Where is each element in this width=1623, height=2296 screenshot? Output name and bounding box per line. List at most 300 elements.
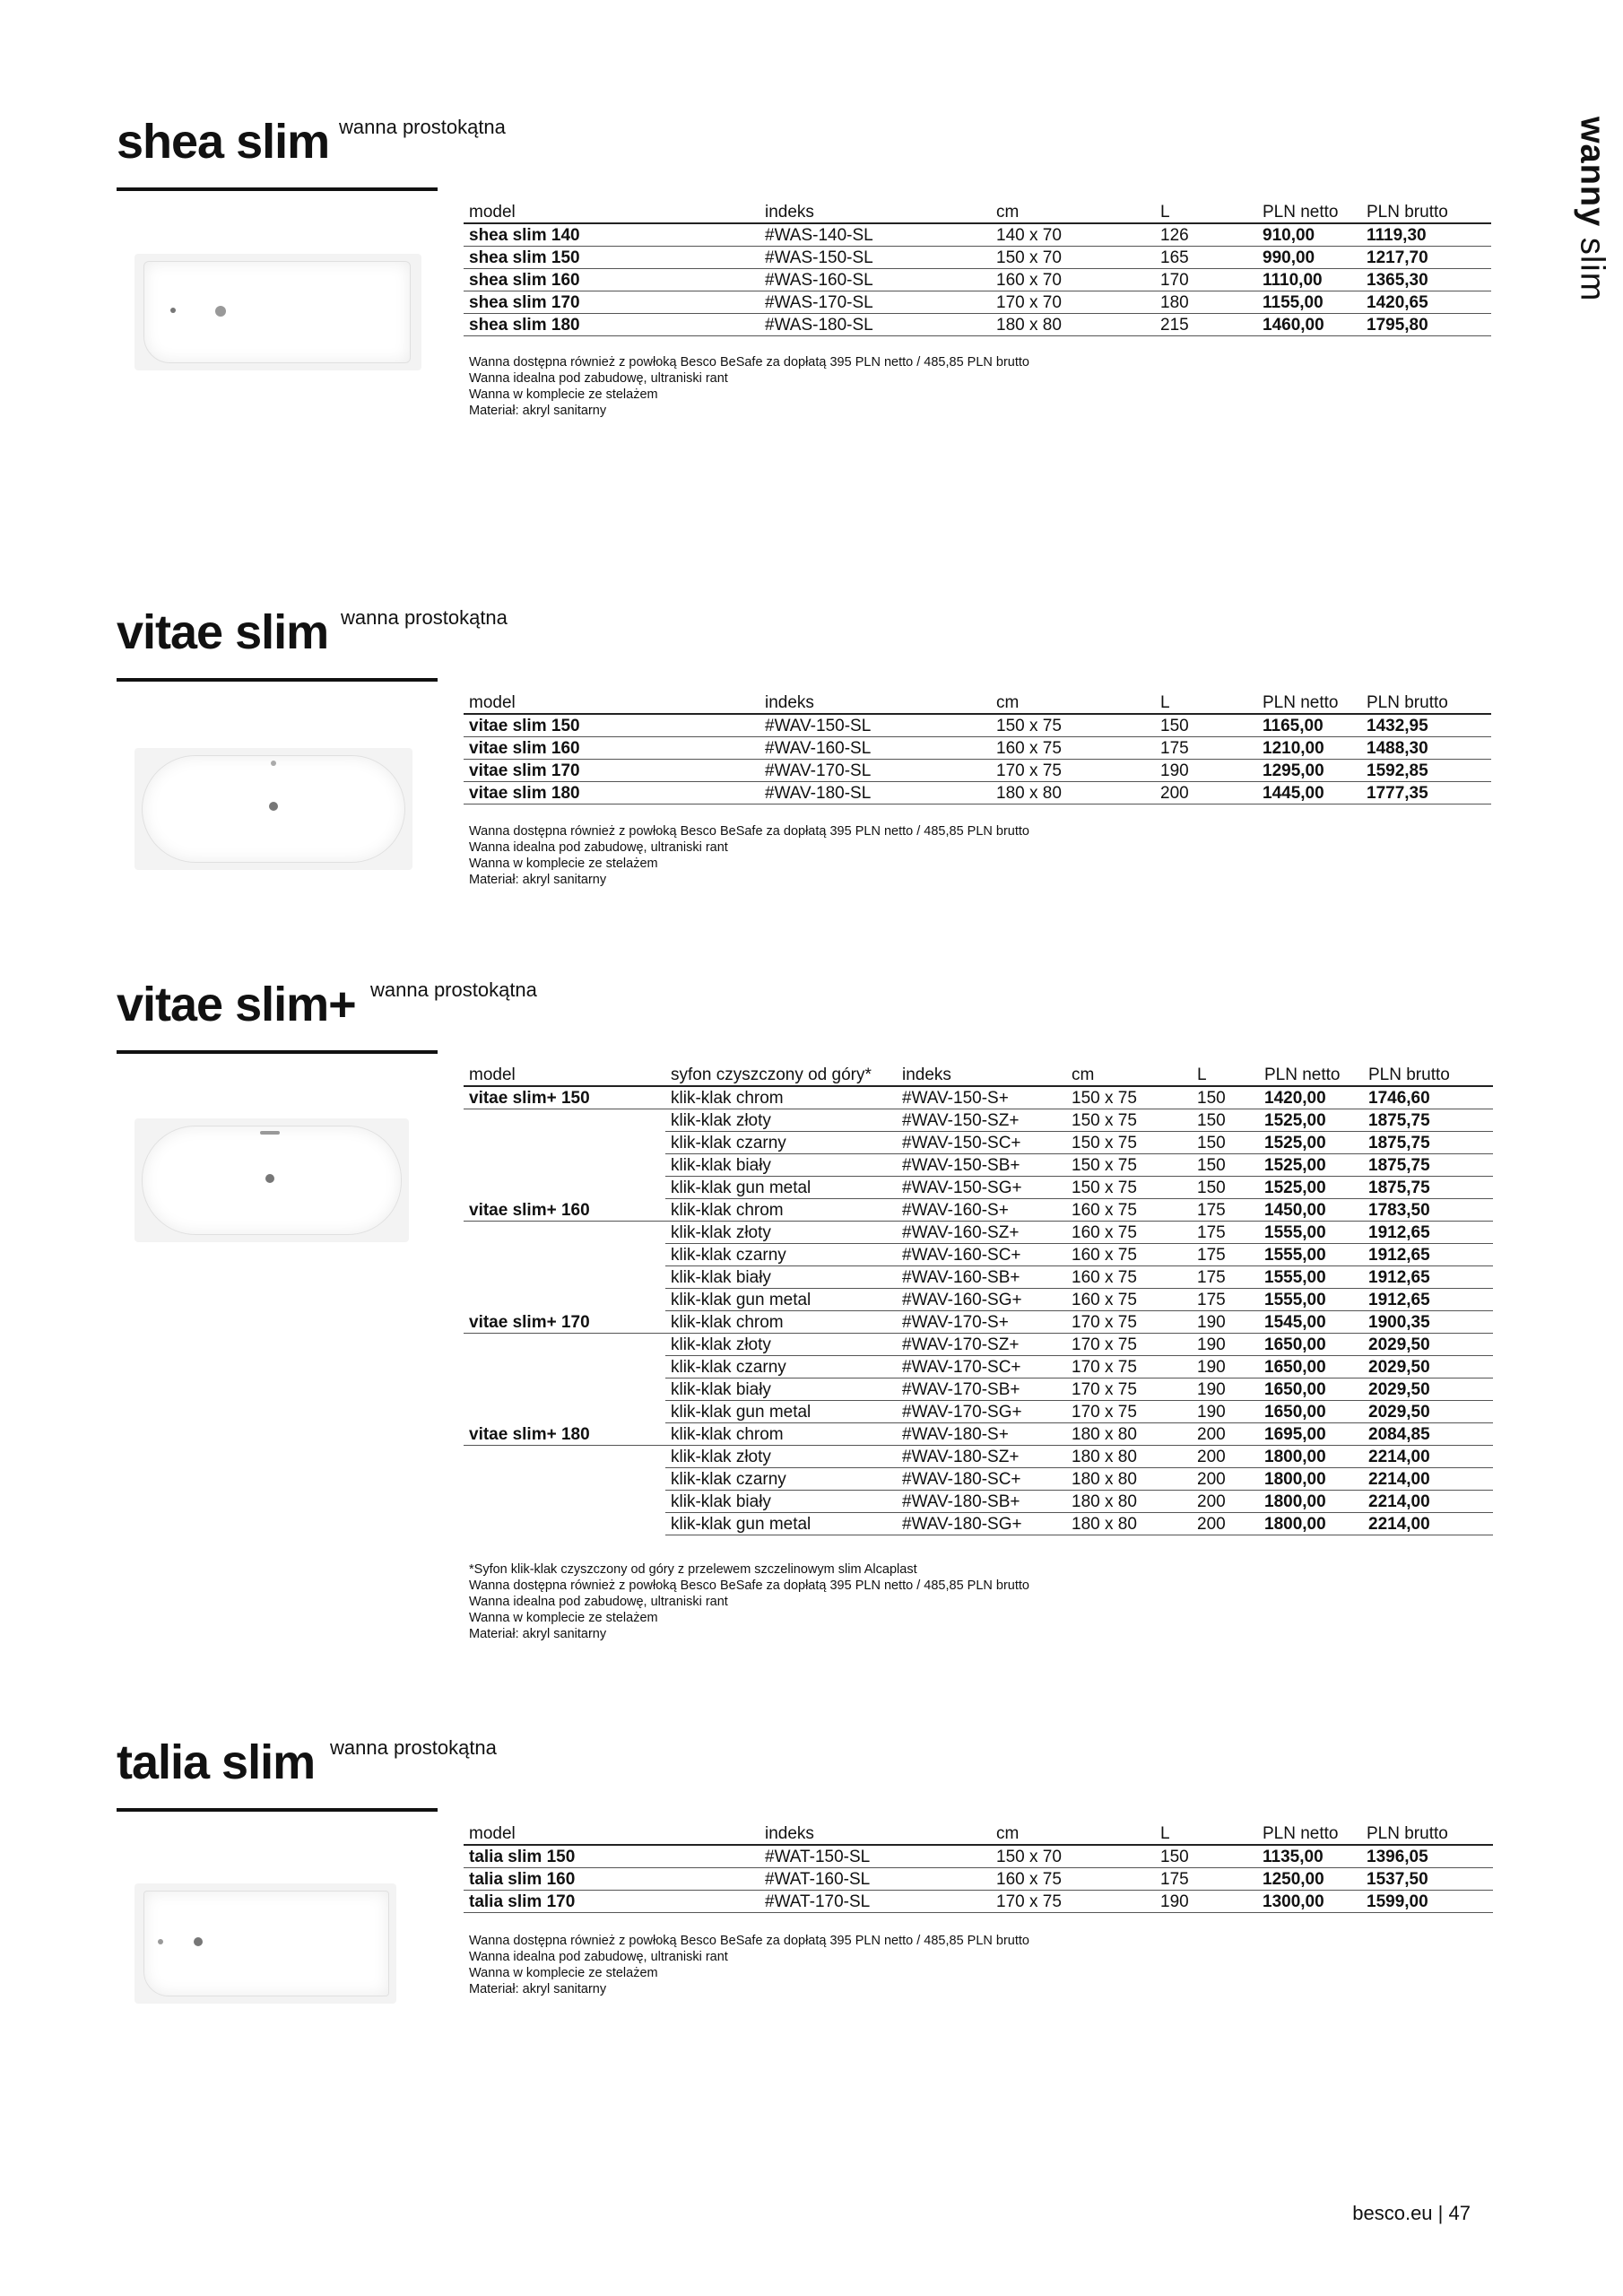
- header-col-volume: L: [1155, 196, 1257, 223]
- header-col-price-net: PLN netto: [1259, 1058, 1363, 1086]
- product-image: [135, 254, 421, 370]
- table-cell: [464, 1468, 665, 1491]
- table-cell: 1445,00: [1257, 782, 1361, 804]
- header-col-model: model: [464, 686, 759, 714]
- header-col-volume: L: [1155, 686, 1257, 714]
- table-cell: talia slim 150: [464, 1845, 759, 1868]
- note-line: Materiał: akryl sanitarny: [469, 1627, 607, 1641]
- note-line: Materiał: akryl sanitarny: [469, 873, 607, 887]
- title-rule: [117, 678, 438, 682]
- table-cell: #WAV-170-S+: [897, 1311, 1066, 1334]
- header-col-price-gross: PLN brutto: [1361, 686, 1491, 714]
- table-cell: #WAV-170-SL: [759, 760, 991, 782]
- side-tab-bold: wanny: [1573, 117, 1611, 228]
- table-cell: 910,00: [1257, 223, 1361, 247]
- table-cell: 160 x 75: [1066, 1289, 1192, 1311]
- table-cell: 180: [1155, 291, 1257, 314]
- table-cell: #WAV-160-SB+: [897, 1266, 1066, 1289]
- table-cell: 1545,00: [1259, 1311, 1363, 1334]
- table-cell: 1875,75: [1363, 1109, 1493, 1132]
- table-cell: 150 x 75: [1066, 1154, 1192, 1177]
- table-cell: 160 x 75: [1066, 1222, 1192, 1244]
- footer-page-number: 47: [1448, 2202, 1471, 2224]
- table-cell: 175: [1155, 737, 1257, 760]
- header-col-siphon: syfon czyszczony od góry*: [665, 1058, 897, 1086]
- table-cell: vitae slim+ 160: [464, 1199, 665, 1222]
- table-cell: 1650,00: [1259, 1334, 1363, 1356]
- title-rule: [117, 187, 438, 191]
- note-line: Wanna idealna pod zabudowę, ultraniski rant: [469, 1950, 728, 1964]
- note-line: *Syfon klik-klak czyszczony od góry z przelewem szczelinowym slim Alcaplast: [469, 1562, 917, 1577]
- table-cell: 1795,80: [1361, 314, 1491, 336]
- table-row: [464, 1891, 1493, 1913]
- header-col-index: indeks: [897, 1058, 1066, 1086]
- table-cell: 1800,00: [1259, 1513, 1363, 1535]
- table-cell: 1488,30: [1361, 737, 1491, 760]
- table-cell: klik-klak gun metal: [665, 1289, 897, 1311]
- table-cell: 1900,35: [1363, 1311, 1493, 1334]
- table-cell: 1875,75: [1363, 1132, 1493, 1154]
- table-cell: 1396,05: [1361, 1845, 1493, 1868]
- table-cell: klik-klak biały: [665, 1491, 897, 1513]
- table-cell: 150 x 75: [991, 714, 1155, 737]
- table-cell: 1525,00: [1259, 1109, 1363, 1132]
- table-cell: 2084,85: [1363, 1423, 1493, 1446]
- table-header-row: [464, 196, 1491, 223]
- product-image: [135, 1883, 396, 2004]
- footer-separator: |: [1437, 2202, 1444, 2224]
- table-cell: 1460,00: [1257, 314, 1361, 336]
- title-rule: [117, 1050, 438, 1054]
- note-line: Wanna dostępna również z powłoką Besco BeSafe za dopłatą 395 PLN netto / 485,85 PLN brutto: [469, 824, 1029, 839]
- table-row: [464, 223, 1491, 247]
- table-row: [464, 1199, 1493, 1222]
- table-cell: klik-klak czarny: [665, 1132, 897, 1154]
- table-cell: 2029,50: [1363, 1378, 1493, 1401]
- table-row: [464, 1378, 1493, 1401]
- table-cell: [464, 1244, 665, 1266]
- table-body: [464, 1086, 1493, 1535]
- table-cell: 1800,00: [1259, 1468, 1363, 1491]
- table-cell: 170: [1155, 269, 1257, 291]
- table-cell: 1217,70: [1361, 247, 1491, 269]
- table-cell: 1555,00: [1259, 1244, 1363, 1266]
- note-line: Wanna dostępna również z powłoką Besco BeSafe za dopłatą 395 PLN netto / 485,85 PLN brutto: [469, 355, 1029, 370]
- table-cell: 180 x 80: [1066, 1446, 1192, 1468]
- table-cell: #WAS-160-SL: [759, 269, 991, 291]
- table-cell: 1155,00: [1257, 291, 1361, 314]
- table-row: [464, 1109, 1493, 1132]
- table-cell: klik-klak czarny: [665, 1356, 897, 1378]
- table-cell: 180 x 80: [1066, 1491, 1192, 1513]
- table-cell: #WAV-170-SG+: [897, 1401, 1066, 1423]
- table-cell: 200: [1192, 1446, 1259, 1468]
- table-cell: vitae slim 150: [464, 714, 759, 737]
- table-cell: 160 x 75: [1066, 1266, 1192, 1289]
- table-cell: klik-klak biały: [665, 1378, 897, 1401]
- table-cell: #WAV-180-SB+: [897, 1491, 1066, 1513]
- header-col-price-gross: PLN brutto: [1361, 1817, 1493, 1845]
- table-cell: #WAV-150-S+: [897, 1086, 1066, 1109]
- table-cell: 200: [1192, 1423, 1259, 1446]
- table-cell: #WAV-150-SZ+: [897, 1109, 1066, 1132]
- notes-block: [469, 354, 1029, 419]
- table-row: [464, 737, 1491, 760]
- table-cell: 1555,00: [1259, 1222, 1363, 1244]
- table-cell: 190: [1155, 1891, 1257, 1913]
- table-cell: 1555,00: [1259, 1289, 1363, 1311]
- table-row: [464, 1311, 1493, 1334]
- table-cell: 1450,00: [1259, 1199, 1363, 1222]
- table-cell: [464, 1222, 665, 1244]
- header-col-index: indeks: [759, 686, 991, 714]
- table-cell: klik-klak czarny: [665, 1468, 897, 1491]
- table-cell: 150: [1192, 1109, 1259, 1132]
- table-cell: [464, 1109, 665, 1132]
- table-cell: vitae slim 180: [464, 782, 759, 804]
- product-image: [135, 1118, 409, 1242]
- table-cell: 170 x 75: [991, 760, 1155, 782]
- header-col-volume: L: [1192, 1058, 1259, 1086]
- table-row: [464, 1868, 1493, 1891]
- table-cell: 1300,00: [1257, 1891, 1361, 1913]
- table-cell: klik-klak gun metal: [665, 1401, 897, 1423]
- table-cell: 160 x 75: [1066, 1244, 1192, 1266]
- table-cell: #WAV-160-SG+: [897, 1289, 1066, 1311]
- table-cell: klik-klak biały: [665, 1266, 897, 1289]
- header-col-size: cm: [991, 196, 1155, 223]
- table-cell: 180 x 80: [991, 782, 1155, 804]
- table-cell: talia slim 170: [464, 1891, 759, 1913]
- table-cell: 1777,35: [1361, 782, 1491, 804]
- spec-table: [464, 686, 1491, 804]
- table-cell: #WAV-170-SB+: [897, 1378, 1066, 1401]
- table-row: [464, 1266, 1493, 1289]
- table-cell: 150: [1155, 714, 1257, 737]
- header-col-model: model: [464, 196, 759, 223]
- table-cell: #WAS-170-SL: [759, 291, 991, 314]
- section-title: vitae slim+: [117, 978, 356, 1031]
- table-cell: 180 x 80: [1066, 1513, 1192, 1535]
- table-row: [464, 291, 1491, 314]
- table-row: [464, 1132, 1493, 1154]
- table-cell: #WAS-180-SL: [759, 314, 991, 336]
- table-cell: 2029,50: [1363, 1356, 1493, 1378]
- table-cell: klik-klak biały: [665, 1154, 897, 1177]
- table-cell: shea slim 140: [464, 223, 759, 247]
- table-cell: 175: [1192, 1244, 1259, 1266]
- table-cell: shea slim 180: [464, 314, 759, 336]
- table-cell: 175: [1155, 1868, 1257, 1891]
- table-cell: 170 x 75: [1066, 1334, 1192, 1356]
- table-cell: 190: [1192, 1356, 1259, 1378]
- table-cell: #WAS-150-SL: [759, 247, 991, 269]
- table-cell: #WAV-170-SZ+: [897, 1334, 1066, 1356]
- table-cell: #WAV-150-SB+: [897, 1154, 1066, 1177]
- section-subtitle: wanna prostokątna: [370, 978, 537, 1001]
- table-cell: 1365,30: [1361, 269, 1491, 291]
- note-line: Wanna idealna pod zabudowę, ultraniski rant: [469, 1595, 728, 1609]
- table-row: [464, 1086, 1493, 1109]
- table-cell: 175: [1192, 1266, 1259, 1289]
- table-cell: 150 x 70: [991, 247, 1155, 269]
- table-cell: klik-klak chrom: [665, 1086, 897, 1109]
- table-cell: 180 x 80: [991, 314, 1155, 336]
- table-cell: 1650,00: [1259, 1401, 1363, 1423]
- header-col-price-gross: PLN brutto: [1363, 1058, 1493, 1086]
- table-cell: 2029,50: [1363, 1401, 1493, 1423]
- table-row: [464, 714, 1491, 737]
- table-cell: 1875,75: [1363, 1154, 1493, 1177]
- table-cell: 190: [1192, 1401, 1259, 1423]
- header-col-price-gross: PLN brutto: [1361, 196, 1491, 223]
- table-row: [464, 1446, 1493, 1468]
- header-col-index: indeks: [759, 1817, 991, 1845]
- table-cell: 1525,00: [1259, 1177, 1363, 1199]
- table-cell: 190: [1155, 760, 1257, 782]
- table-cell: #WAV-160-SC+: [897, 1244, 1066, 1266]
- header-col-price-net: PLN netto: [1257, 686, 1361, 714]
- section-subtitle: wanna prostokątna: [330, 1736, 497, 1759]
- table-cell: 150: [1192, 1154, 1259, 1177]
- table-cell: 1119,30: [1361, 223, 1491, 247]
- table-cell: [464, 1446, 665, 1468]
- table-cell: 180 x 80: [1066, 1468, 1192, 1491]
- header-col-size: cm: [991, 1817, 1155, 1845]
- table-cell: klik-klak czarny: [665, 1244, 897, 1266]
- spec-table: [464, 1058, 1493, 1535]
- table-cell: 2214,00: [1363, 1446, 1493, 1468]
- note-line: Wanna w komplecie ze stelażem: [469, 387, 658, 402]
- table-cell: 150: [1155, 1845, 1257, 1868]
- table-cell: 1135,00: [1257, 1845, 1361, 1868]
- table-body: [464, 714, 1491, 804]
- section-vitae-slim-plus: [117, 957, 1497, 1641]
- table-row: [464, 1334, 1493, 1356]
- table-row: [464, 1423, 1493, 1446]
- table-header-row: [464, 686, 1491, 714]
- table-cell: 200: [1192, 1491, 1259, 1513]
- section-talia-slim: [117, 1715, 1497, 1996]
- table-cell: 160 x 75: [991, 737, 1155, 760]
- table-cell: shea slim 170: [464, 291, 759, 314]
- header-col-size: cm: [1066, 1058, 1192, 1086]
- table-cell: 1599,00: [1361, 1891, 1493, 1913]
- footer-site: besco.eu: [1352, 2202, 1433, 2224]
- note-line: Wanna idealna pod zabudowę, ultraniski rant: [469, 371, 728, 386]
- section-title: shea slim: [117, 115, 330, 169]
- table-cell: [464, 1289, 665, 1311]
- table-cell: 1537,50: [1361, 1868, 1493, 1891]
- table-row: [464, 782, 1491, 804]
- table-cell: 1800,00: [1259, 1446, 1363, 1468]
- table-cell: 160 x 75: [991, 1868, 1155, 1891]
- table-cell: 2214,00: [1363, 1468, 1493, 1491]
- table-cell: 170 x 75: [1066, 1401, 1192, 1423]
- table-cell: [464, 1491, 665, 1513]
- table-cell: 170 x 75: [1066, 1356, 1192, 1378]
- table-cell: #WAV-160-S+: [897, 1199, 1066, 1222]
- table-cell: 175: [1192, 1199, 1259, 1222]
- notes-block: [469, 823, 1029, 888]
- note-line: Wanna dostępna również z powłoką Besco BeSafe za dopłatą 395 PLN netto / 485,85 PLN brutto: [469, 1934, 1029, 1948]
- table-cell: 1783,50: [1363, 1199, 1493, 1222]
- table-cell: 160 x 70: [991, 269, 1155, 291]
- table-cell: 1650,00: [1259, 1378, 1363, 1401]
- table-cell: 1650,00: [1259, 1356, 1363, 1378]
- header-col-index: indeks: [759, 196, 991, 223]
- table-cell: 1912,65: [1363, 1266, 1493, 1289]
- table-cell: #WAV-180-SC+: [897, 1468, 1066, 1491]
- table-cell: 1420,65: [1361, 291, 1491, 314]
- table-cell: klik-klak chrom: [665, 1199, 897, 1222]
- table-cell: shea slim 150: [464, 247, 759, 269]
- note-line: Wanna w komplecie ze stelażem: [469, 1611, 658, 1625]
- table-cell: 1525,00: [1259, 1154, 1363, 1177]
- table-cell: 1912,65: [1363, 1222, 1493, 1244]
- notes-block: [469, 1933, 1029, 1997]
- table-cell: 1592,85: [1361, 760, 1491, 782]
- table-cell: #WAV-160-SL: [759, 737, 991, 760]
- table-cell: [464, 1378, 665, 1401]
- note-line: Materiał: akryl sanitarny: [469, 1982, 607, 1996]
- section-vitae-slim: [117, 585, 1497, 887]
- table-row: [464, 1289, 1493, 1311]
- table-cell: [464, 1356, 665, 1378]
- table-row: [464, 1154, 1493, 1177]
- table-cell: 215: [1155, 314, 1257, 336]
- table-cell: 170 x 75: [991, 1891, 1155, 1913]
- table-cell: 200: [1192, 1513, 1259, 1535]
- table-header-row: [464, 1058, 1493, 1086]
- section-subtitle: wanna prostokątna: [339, 116, 506, 138]
- table-cell: #WAV-150-SG+: [897, 1177, 1066, 1199]
- table-cell: 150 x 75: [1066, 1086, 1192, 1109]
- table-row: [464, 1401, 1493, 1423]
- table-row: [464, 1222, 1493, 1244]
- table-cell: 1432,95: [1361, 714, 1491, 737]
- table-cell: shea slim 160: [464, 269, 759, 291]
- notes-block: [469, 1561, 1029, 1642]
- table-cell: 1912,65: [1363, 1244, 1493, 1266]
- table-row: [464, 269, 1491, 291]
- table-cell: #WAV-180-SL: [759, 782, 991, 804]
- table-cell: 170 x 70: [991, 291, 1155, 314]
- spec-table: [464, 1817, 1493, 1913]
- table-cell: 150 x 75: [1066, 1132, 1192, 1154]
- side-category-tab: [1565, 117, 1619, 323]
- table-row: [464, 1845, 1493, 1868]
- header-col-price-net: PLN netto: [1257, 1817, 1361, 1845]
- section-subtitle: wanna prostokątna: [341, 606, 508, 629]
- section-title: vitae slim: [117, 605, 329, 659]
- header-col-size: cm: [991, 686, 1155, 714]
- table-cell: vitae slim 170: [464, 760, 759, 782]
- table-cell: klik-klak złoty: [665, 1222, 897, 1244]
- table-cell: 1695,00: [1259, 1423, 1363, 1446]
- table-cell: 150 x 75: [1066, 1177, 1192, 1199]
- table-cell: #WAT-170-SL: [759, 1891, 991, 1913]
- table-cell: #WAV-180-SZ+: [897, 1446, 1066, 1468]
- table-cell: 990,00: [1257, 247, 1361, 269]
- section-title: talia slim: [117, 1735, 316, 1789]
- table-cell: 126: [1155, 223, 1257, 247]
- table-cell: 1800,00: [1259, 1491, 1363, 1513]
- table-row: [464, 1491, 1493, 1513]
- page-footer: [1352, 2202, 1471, 2225]
- table-cell: 190: [1192, 1334, 1259, 1356]
- table-cell: 1420,00: [1259, 1086, 1363, 1109]
- table-row: [464, 1177, 1493, 1199]
- table-cell: #WAV-180-SG+: [897, 1513, 1066, 1535]
- table-cell: vitae slim+ 150: [464, 1086, 665, 1109]
- header-col-model: model: [464, 1058, 665, 1086]
- table-cell: 180 x 80: [1066, 1423, 1192, 1446]
- table-row: [464, 247, 1491, 269]
- table-row: [464, 760, 1491, 782]
- note-line: Wanna idealna pod zabudowę, ultraniski rant: [469, 840, 728, 855]
- table-cell: 1525,00: [1259, 1132, 1363, 1154]
- table-cell: 1250,00: [1257, 1868, 1361, 1891]
- table-cell: talia slim 160: [464, 1868, 759, 1891]
- table-cell: #WAV-150-SL: [759, 714, 991, 737]
- header-col-price-net: PLN netto: [1257, 196, 1361, 223]
- table-row: [464, 314, 1491, 336]
- table-cell: 150: [1192, 1086, 1259, 1109]
- table-cell: 2214,00: [1363, 1491, 1493, 1513]
- table-cell: #WAV-180-S+: [897, 1423, 1066, 1446]
- table-cell: [464, 1154, 665, 1177]
- table-cell: 170 x 75: [1066, 1378, 1192, 1401]
- table-row: [464, 1513, 1493, 1535]
- side-tab-light: slim: [1573, 237, 1611, 302]
- table-cell: [464, 1401, 665, 1423]
- table-cell: 2214,00: [1363, 1513, 1493, 1535]
- table-cell: 150: [1192, 1132, 1259, 1154]
- note-line: Materiał: akryl sanitarny: [469, 404, 607, 418]
- table-cell: 1555,00: [1259, 1266, 1363, 1289]
- table-cell: klik-klak chrom: [665, 1311, 897, 1334]
- table-cell: klik-klak złoty: [665, 1109, 897, 1132]
- table-cell: vitae slim+ 180: [464, 1423, 665, 1446]
- table-cell: 150 x 75: [1066, 1109, 1192, 1132]
- table-cell: #WAV-150-SC+: [897, 1132, 1066, 1154]
- table-cell: #WAT-160-SL: [759, 1868, 991, 1891]
- table-cell: 1210,00: [1257, 737, 1361, 760]
- table-cell: 1875,75: [1363, 1177, 1493, 1199]
- product-image: [135, 748, 412, 870]
- table-cell: 190: [1192, 1378, 1259, 1401]
- note-line: Wanna w komplecie ze stelażem: [469, 857, 658, 871]
- table-cell: [464, 1334, 665, 1356]
- table-cell: 200: [1192, 1468, 1259, 1491]
- table-cell: 140 x 70: [991, 223, 1155, 247]
- table-cell: 170 x 75: [1066, 1311, 1192, 1334]
- table-cell: 1912,65: [1363, 1289, 1493, 1311]
- table-cell: klik-klak złoty: [665, 1446, 897, 1468]
- table-cell: vitae slim 160: [464, 737, 759, 760]
- table-cell: 160 x 75: [1066, 1199, 1192, 1222]
- table-row: [464, 1356, 1493, 1378]
- note-line: Wanna dostępna również z powłoką Besco BeSafe za dopłatą 395 PLN netto / 485,85 PLN brutto: [469, 1578, 1029, 1593]
- table-cell: 175: [1192, 1289, 1259, 1311]
- table-cell: 150: [1192, 1177, 1259, 1199]
- table-cell: 165: [1155, 247, 1257, 269]
- table-cell: vitae slim+ 170: [464, 1311, 665, 1334]
- table-cell: 190: [1192, 1311, 1259, 1334]
- table-body: [464, 1845, 1493, 1913]
- header-col-volume: L: [1155, 1817, 1257, 1845]
